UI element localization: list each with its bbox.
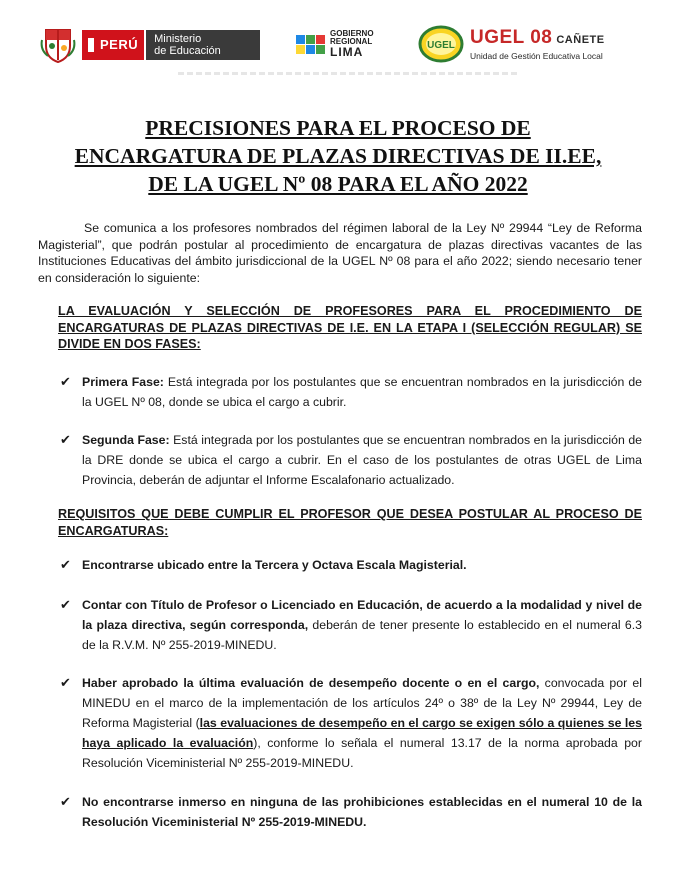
list-item (60, 595, 642, 655)
header-divider (178, 72, 520, 75)
item-underlined-text: las evaluaciones de desempeño en el cargo se exigen sólo a quienes se les haya aplicado la evaluación (82, 716, 642, 750)
checkmark-icon: ✔ (60, 794, 71, 809)
ministerio-label (144, 30, 260, 60)
title-line1: PRECISIONES PARA EL PROCESO DE (145, 116, 531, 140)
checkmark-icon: ✔ (60, 675, 71, 690)
checkmark-icon: ✔ (60, 557, 71, 572)
item-bold-text: Haber aprobado la última evaluación de desempeño docente o en el cargo, (82, 676, 540, 690)
peru-coat-of-arms-icon (40, 26, 76, 64)
gobierno-line1: GOBIERNO (330, 29, 374, 38)
item-text: Está integrada por los postulantes que se encuentran nombrados en la jurisdicción de la DRE donde se ubica el cargo a cubrir. En el caso de los postulantes de otras UGEL de Lima Provincia, deberán de adjuntar el Informe Escalafonario actualizado. (82, 433, 642, 487)
item-label: Primera Fase: (82, 375, 164, 389)
list-item (60, 673, 642, 773)
ugel-emblem-text: UGEL (427, 40, 455, 51)
item-text: convocada por el MINEDU en el marco de la implementación de los artículos 24º o 38º de la Ley Nº 29944, Ley de Reforma Magisterial ( (82, 676, 642, 730)
item-bold-text: Contar con Título de Profesor o Licenciado en Educación, de acuerdo a la modalidad y nivel de la plaza directiva, según corresponda, (82, 598, 642, 632)
list-item (60, 792, 642, 832)
intro-paragraph: Se comunica a los profesores nombrados del régimen laboral de la Ley Nº 29944 “Ley de Reforma Magisterial”, que podrán postular al procedimiento de encargatura de plazas directivas vacantes de las Instituciones Educativas del ámbito jurisdiccional de la UGEL Nº 08 para el año 2022; siendo necesario tener en consideración lo siguiente: (38, 221, 642, 285)
title-line3: DE LA UGEL Nº 08 PARA EL AÑO 2022 (148, 172, 528, 196)
gobierno-regional-lima-logo (296, 30, 374, 58)
item-bold-text: Encontrarse ubicado entre la Tercera y Octava Escala Magisterial. (82, 558, 467, 572)
peru-label: PERÚ (82, 30, 144, 60)
item-text: deberán de tener presente lo establecido en el numeral 6.3 de la R.V.M. Nº 255-2019-MINEDU. (82, 618, 642, 652)
checkmark-icon: ✔ (60, 374, 71, 389)
checkmark-icon: ✔ (60, 597, 71, 612)
ugel-08-logo (418, 24, 605, 64)
list-item (60, 555, 642, 575)
section1-heading: LA EVALUACIÓN Y SELECCIÓN DE PROFESORES PARA EL PROCEDIMIENTO DE ENCARGATURAS DE PLAZAS DIRECTIVAS DE I.E. EN LA ETAPA I (SELECCIÓN REGULAR) SE DIVIDE EN DOS FASES: (58, 304, 642, 351)
ugel-subtitle: Unidad de Gestión Educativa Local (470, 50, 603, 61)
item-text-tail: ), conforme lo señala el numeral 13.17 de la norma aprobada por Resolución Viceministerial Nº 255-2019-MINEDU. (82, 736, 642, 770)
ugel-city: CAÑETE (556, 33, 605, 46)
letterhead (0, 22, 676, 72)
item-label: Segunda Fase: (82, 433, 170, 447)
gobierno-regional-text (330, 30, 374, 58)
list-item (60, 430, 642, 490)
ugel-emblem-icon (418, 24, 464, 64)
checkmark-icon: ✔ (60, 432, 71, 447)
ugel-title (470, 28, 605, 50)
section2-heading: REQUISITOS QUE DEBE CUMPLIR EL PROFESOR QUE DESEA POSTULAR AL PROCESO DE ENCARGATURAS: (58, 507, 642, 538)
gobierno-regional-mark-icon (296, 33, 326, 55)
ministerio-line2: de Educación (154, 45, 221, 57)
ugel-text (470, 28, 605, 61)
gobierno-line3: LIMA (330, 45, 364, 59)
list-item (60, 372, 642, 412)
ugel-name: UGEL 08 (470, 26, 553, 48)
document-title (30, 114, 646, 198)
item-text: Está integrada por los postulantes que se encuentran nombrados en la jurisdicción de la UGEL Nº 08, donde se ubica el cargo a cubrir. (82, 375, 642, 409)
title-line2: ENCARGATURA DE PLAZAS DIRECTIVAS DE II.EE, (74, 144, 602, 168)
gobierno-line2: REGIONAL (330, 37, 373, 46)
ministerio-line1: Ministerio (154, 33, 202, 45)
ministerio-educacion-logo (40, 26, 260, 64)
item-bold-text: No encontrarse inmerso en ninguna de las prohibiciones establecidas en el numeral 10 de la Resolución Viceministerial Nº 255-2019-MINEDU. (82, 795, 642, 829)
